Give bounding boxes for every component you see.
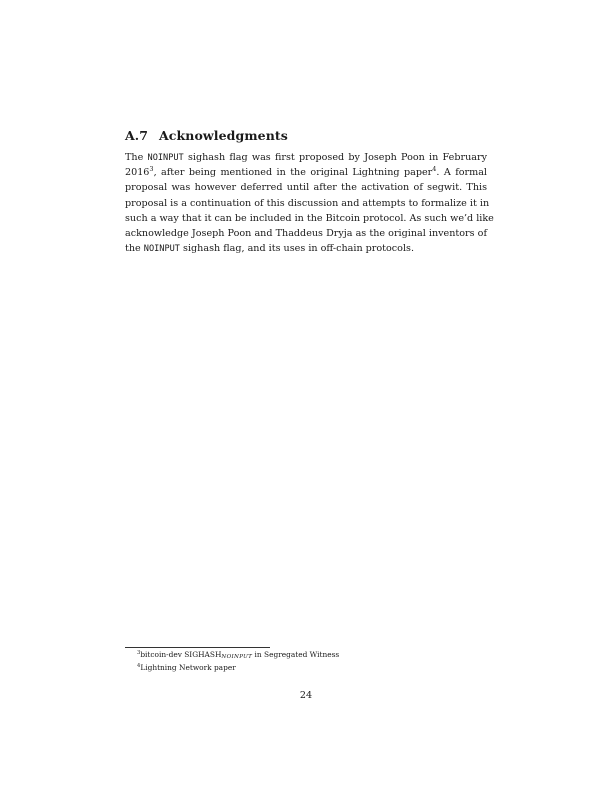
text-run: The — [125, 152, 148, 163]
noinput-code: NOINPUT — [147, 153, 184, 163]
page-number: 24 — [299, 690, 313, 701]
text-run: , after being mentioned in the original Lightning paper — [153, 167, 433, 179]
text-run: in Segregated Witness — [252, 650, 340, 659]
paragraph-line-3: proposal was however deferred until after the activation of segwit. This — [125, 182, 487, 194]
footnote-ref-4[interactable]: 4 — [432, 165, 437, 174]
paragraph-line-7 — [125, 241, 487, 256]
text-run: sighash flag, and its uses in off-chain protocols. — [179, 243, 414, 255]
footnote-divider — [125, 647, 270, 648]
text-run: sighash flag was first proposed by Joseph Poon in February — [183, 152, 487, 163]
footnote-link[interactable] — [140, 650, 339, 659]
section-number: A.7 — [125, 128, 149, 143]
footnote-mark: 4 — [137, 662, 141, 669]
paragraph-line-4: proposal is a continuation of this discussion and attempts to formalize it in — [125, 197, 490, 209]
paragraph-line-5: such a way that it can be included in the Bitcoin protocol. As such we’d like — [125, 212, 494, 224]
subscript: NOINPUT — [221, 654, 253, 660]
section-title: Acknowledgments — [159, 128, 288, 143]
paragraph-line-6: acknowledge Joseph Poon and Thaddeus Dryja as the original inventors of — [125, 227, 487, 239]
noinput-code: NOINPUT — [143, 244, 180, 255]
footnote-3 — [125, 650, 339, 663]
paragraph-line-2 — [125, 165, 487, 180]
footnote-link[interactable]: Lightning Network paper — [140, 662, 236, 672]
text-run: 2016 — [125, 167, 150, 179]
paragraph-line-1 — [125, 150, 487, 165]
footnote-4 — [125, 663, 339, 674]
text-run: . A formal — [436, 167, 487, 179]
footnotes — [125, 650, 339, 673]
text-run: the — [125, 243, 144, 255]
footnote-mark: 3 — [137, 650, 141, 656]
acknowledgments-paragraph — [125, 150, 494, 256]
footnote-ref-3[interactable]: 3 — [149, 165, 154, 174]
section-heading — [125, 128, 288, 143]
text-run: bitcoin-dev SIGHASH — [140, 650, 222, 659]
